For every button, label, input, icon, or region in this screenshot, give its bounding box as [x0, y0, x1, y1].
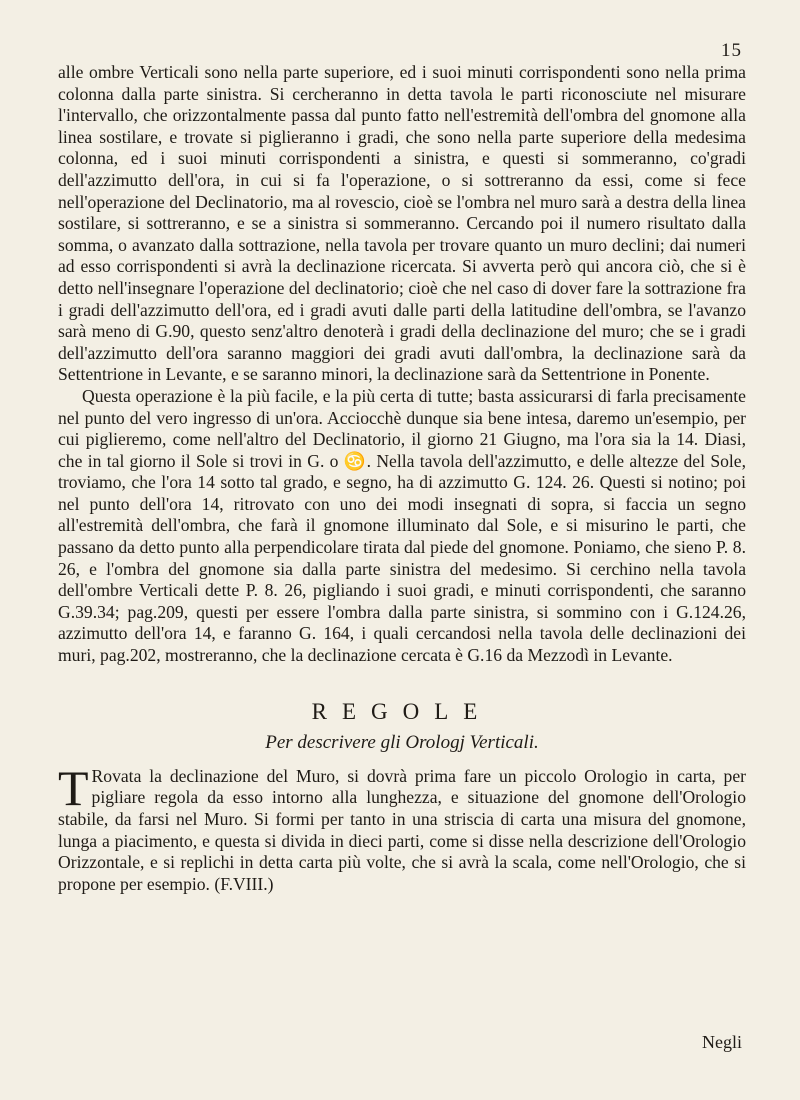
- page-number: 15: [721, 40, 742, 61]
- rule-paragraph: [58, 759, 746, 896]
- paragraph-1: alle ombre Verticali sono nella parte superiore, ed i suoi minuti corrispondenti sono nella prima colonna dalla parte sinistra. Si cercheranno in detta tavola le parti riconosciute nel misurare l'intervallo, che orizzontalmente passa dal punto fatto nell'estremità dell'ombra del gnomone alla linea sostilare, e trovate si piglieranno i gradi, che sono nella parte superiore della medesima colonna, ed i suoi minuti corrispondenti a sinistra, e questi si sommeranno, co'gradi dell'azzimutto dell'ora, in cui si fa l'operazione, o si sottreranno da essi, come si fece nell'operazione del Declinatorio, ma al rovescio, cioè se l'ombra nel muro sarà a destra della linea sostilare, si sottreranno, e se a sinistra si sommeranno. Cercando poi il numero risultato dalla somma, o avanzato dalla sottrazione, nella tavola per trovare quanto un muro declini; dai numeri ad esso corrispondenti si avrà la declinazione ricercata. Si avverta però qui ancora ciò, che si è detto nell'insegnare l'operazione del declinatorio; cioè che nel caso di dover fare la sottrazione fra i gradi dell'azzimutto dell'ora, ed i gradi avuti dalle parti della latitudine dell'ombra, se l'avanzo sarà meno di G.90, questo senz'altro denoterà i gradi della declinazione del muro; che se i gradi dell'azzimutto dell'ora saranno maggiori dei gradi avuti dall'ombra, la declinazione sarà da Settentrione in Levante, e se saranno minori, la declinazione sarà da Settentrione in Ponente.: [58, 62, 746, 385]
- drop-cap: T: [58, 759, 89, 816]
- paragraph-2: Questa operazione è la più facile, e la più certa di tutte; basta assicurarsi di farla precisamente nel punto del vero ingresso di un'ora. Acciocchè dunque sia bene intesa, daremo un'esempio, per cui piglieremo, come nell'altro del Declinatorio, il giorno 21 Giugno, ma l'ora sia la 14. Diasi, che in tal giorno il Sole si trovi in G. o ♋. Nella tavola dell'azzimutto, e delle altezze del Sole, troviamo, che l'ora 14 sotto tal grado, e segno, ha di azzimutto G. 124. 26. Questi si notino; poi nel punto dell'ora 14, ritrovato con uno dei modi insegnati di sopra, si faccia un segno all'estremità dell'ombra, che farà il gnomone illuminato dal Sole, e si misurino le parti, che passano da detto punto alla perpendicolare tirata dal piede del gnomone. Poniamo, che sieno P. 8. 26, e l'ombra del gnomone sia dalla parte sinistra del medesimo. Si cerchino nella tavola dell'ombre Verticali dette P. 8. 26, pigliando i suoi gradi, e minuti corrispondenti, che saranno G.39.34; pag.209, questi per essere l'ombra dalla parte sinistra, si sommino con i G.124.26, azzimutto dell'ora 14, e faranno G. 164, i quali cercandosi nella tavola delle declinazioni dei muri, pag.202, mostreranno, che la declinazione cercata è G.16 da Mezzodì in Levante.: [58, 385, 746, 666]
- catchword: Negli: [702, 1032, 742, 1052]
- page-body: [58, 62, 746, 895]
- section-subheading: Per descrivere gli Orologj Verticali.: [265, 732, 539, 754]
- section-heading: REGOLE: [311, 698, 493, 724]
- rule-paragraph-text: Rovata la declinazione del Muro, si dovrà prima fare un piccolo Orologio in carta, per pigliare regola da esso intorno alla lunghezza, e situazione del gnomone dell'Orologio stabile, da farsi nel Muro. Si formi per tanto in una striscia di carta una misura del gnomone, lunga a piacimento, e questa si divida in dieci parti, come si disse nella descrizione dell'Orologio Orizzontale, e si replichi in detta carta più volte, che si avrà la scala, come nell'Orologio, che si propone per esempio. (F.VIII.): [58, 765, 746, 894]
